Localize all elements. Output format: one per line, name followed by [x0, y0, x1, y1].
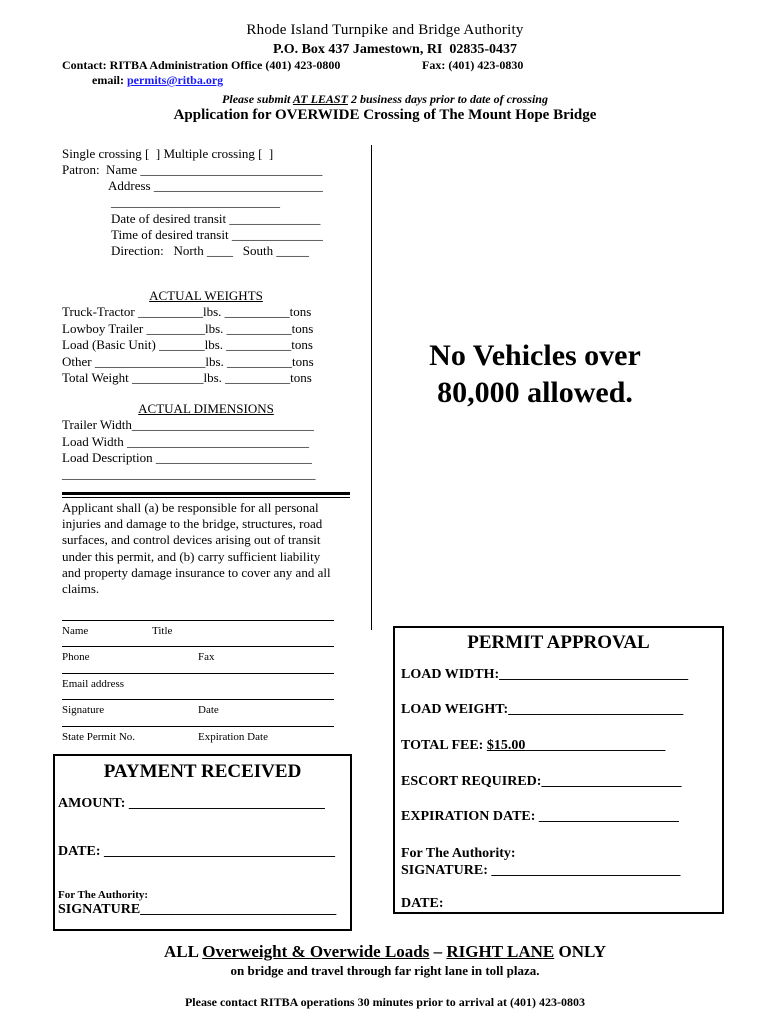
weight-total[interactable]: Total Weight ___________lbs. __________tons	[62, 370, 312, 385]
toll-plaza-notice: on bridge and travel through far right lane in toll plaza.	[230, 963, 540, 978]
liability-line-1: Applicant shall (a) be responsible for all personal	[62, 500, 319, 515]
form-title: Application for OVERWIDE Crossing of The Mount Hope Bridge	[173, 107, 597, 123]
name-label: Name	[62, 625, 89, 637]
payment-date-field[interactable]: DATE: _________________________________	[58, 844, 336, 859]
fax-line: Fax: (401) 423-0830	[422, 58, 524, 72]
column-divider	[371, 145, 372, 630]
permit-total-fee	[401, 738, 665, 754]
weight-limit-notice: No Vehicles over 80,000 allowed.	[429, 339, 641, 409]
permit-date[interactable]: DATE:	[401, 896, 444, 911]
expiration-label: Expiration Date	[198, 731, 268, 743]
dimensions-heading: ACTUAL DIMENSIONS	[138, 401, 274, 416]
permit-approval-box	[393, 626, 724, 914]
payment-amount-field[interactable]: AMOUNT: ____________________________	[58, 796, 325, 811]
patron-name-field[interactable]: Patron: Name ____________________________	[62, 162, 323, 177]
address-field[interactable]: Address __________________________	[108, 178, 323, 193]
foot-a: ALL	[163, 942, 203, 961]
notice-emphasis: AT LEAST	[292, 92, 348, 106]
liability-line-4: under this permit, and (b) carry sufficient liability	[62, 549, 321, 564]
liability-line-3: surfaces, and control devices arising out of transit	[62, 532, 321, 547]
phone-label: Phone	[62, 651, 90, 663]
email-link[interactable]: permits@ritba.org	[127, 73, 224, 87]
section-divider	[62, 492, 350, 495]
liability-line-2: injuries and damage to the bridge, structures, road	[62, 516, 323, 531]
weight-lowboy-trailer[interactable]: Lowboy Trailer _________lbs. __________tons	[62, 321, 314, 336]
org-name: Rhode Island Turnpike and Bridge Authority	[246, 22, 524, 38]
fee-value: $15.00	[486, 738, 526, 753]
payment-signature-field[interactable]: SIGNATURE____________________________	[58, 902, 337, 917]
notice-pre: Please submit	[222, 92, 293, 106]
state-permit-label: State Permit No.	[62, 731, 136, 743]
payment-authority-label: For The Authority:	[58, 889, 149, 901]
email-line	[92, 73, 223, 88]
payment-heading: PAYMENT RECEIVED	[103, 761, 302, 782]
permit-signature[interactable]: SIGNATURE: ___________________________	[401, 863, 681, 878]
permit-authority-label: For The Authority:	[401, 846, 516, 861]
contact-line: Contact: RITBA Administration Office (401) 423-0800	[62, 58, 341, 72]
permit-load-width[interactable]: LOAD WIDTH:___________________________	[401, 667, 689, 682]
signature-label: Signature	[62, 704, 105, 716]
permit-rule[interactable]	[62, 726, 334, 727]
address-field-line2[interactable]: __________________________	[111, 194, 280, 209]
email-address-label: Email address	[62, 678, 125, 690]
permit-expiration[interactable]: EXPIRATION DATE: ____________________	[401, 809, 679, 824]
weight-other[interactable]: Other _________________lbs. __________tons	[62, 354, 314, 369]
load-description-field[interactable]: Load Description ________________________	[62, 450, 312, 465]
email-rule[interactable]	[62, 673, 334, 674]
submit-notice	[0, 92, 770, 107]
weight-load[interactable]: Load (Basic Unit) _______lbs. __________tons	[62, 337, 313, 352]
fee-label: TOTAL FEE:	[401, 738, 487, 753]
email-label: email:	[92, 73, 127, 87]
name-rule[interactable]	[62, 620, 334, 621]
right-lane-notice	[0, 942, 770, 962]
direction-field[interactable]: Direction: North ____ South _____	[111, 243, 309, 258]
foot-e: ONLY	[554, 942, 607, 961]
payment-received-box	[53, 754, 352, 931]
title-label: Title	[152, 625, 173, 637]
date-label: Date	[198, 704, 219, 716]
signature-rule[interactable]	[62, 699, 334, 700]
foot-b: Overweight & Overwide Loads	[202, 942, 430, 961]
phone-rule[interactable]	[62, 646, 334, 647]
fee-blank: ____________________	[525, 738, 666, 753]
notice-post: 2 business days prior to date of crossing	[347, 92, 548, 106]
foot-c: –	[429, 942, 447, 961]
weights-heading: ACTUAL WEIGHTS	[149, 288, 263, 303]
foot-d: RIGHT LANE	[446, 942, 555, 961]
permit-load-weight[interactable]: LOAD WEIGHT:_________________________	[401, 702, 684, 717]
liability-line-6: claims.	[62, 581, 100, 596]
transit-date-field[interactable]: Date of desired transit ______________	[111, 211, 321, 226]
contact-operations-notice: Please contact RITBA operations 30 minutes prior to arrival at (401) 423-0803	[184, 995, 586, 1009]
fax-label: Fax	[198, 651, 215, 663]
weight-truck-tractor[interactable]: Truck-Tractor __________lbs. __________tons	[62, 304, 312, 319]
permit-heading: PERMIT APPROVAL	[467, 632, 650, 653]
load-description-line2[interactable]: _______________________________________	[62, 466, 316, 481]
trailer-width-field[interactable]: Trailer Width____________________________	[62, 417, 314, 432]
load-width-field[interactable]: Load Width ____________________________	[62, 434, 309, 449]
transit-time-field[interactable]: Time of desired transit ______________	[111, 227, 323, 242]
liability-line-5: and property damage insurance to cover any and all	[62, 565, 331, 580]
org-address: P.O. Box 437 Jamestown, RI 02835-0437	[272, 42, 518, 57]
permit-escort[interactable]: ESCORT REQUIRED:____________________	[401, 774, 682, 789]
section-divider-thin	[62, 497, 350, 498]
crossing-type[interactable]: Single crossing [ ] Multiple crossing [ ]	[62, 146, 274, 161]
